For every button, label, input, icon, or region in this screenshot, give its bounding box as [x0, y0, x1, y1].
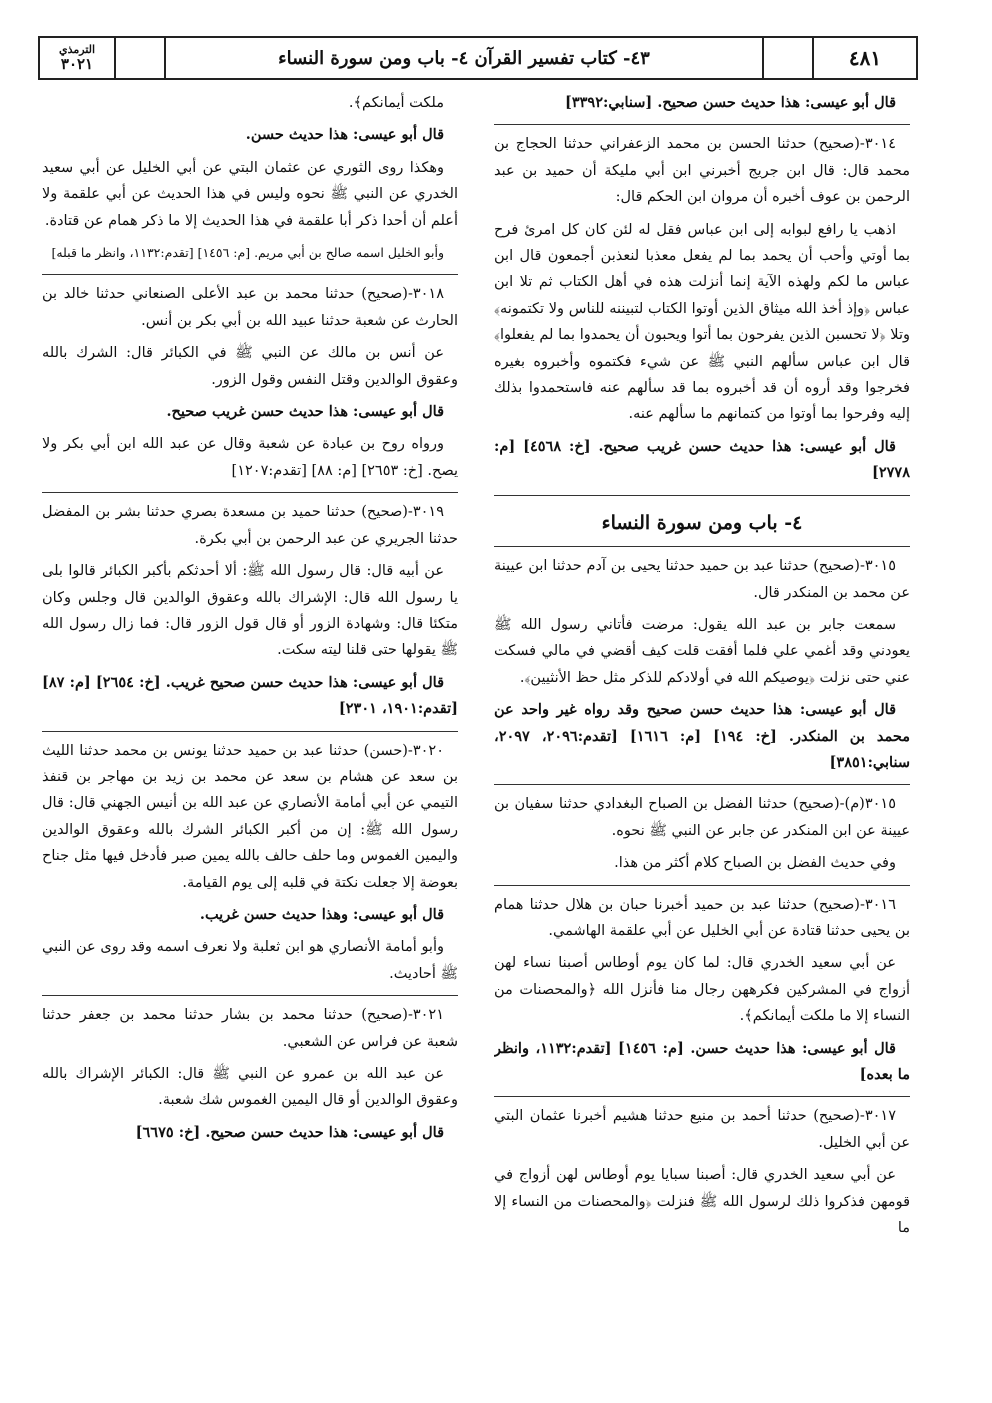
hadith-chain: ٣٠١٦-(صحيح) حدثنا عبد بن حميد أخبرنا حبان بن هلال حدثنا همام بن يحيى حدثنا قتادة عن أبي الخليل عن أبي علقمة الهاشمي.: [494, 896, 910, 939]
grading: قال أبو عيسى: هذا حديث حسن. [م: ١٤٥٦] [تقدم:١١٣٢، وانظر ما بعده]: [494, 1039, 910, 1083]
grading: قال أبو عيسى: هذا حديث حسن صحيح. [خ: ٦٦٧٥]: [135, 1123, 444, 1141]
divider: [494, 495, 910, 496]
left-column: [42, 90, 458, 1260]
right-column: [494, 90, 910, 1392]
grading: قال أبو عيسى: وهذا حديث حسن غريب.: [199, 905, 444, 923]
header-ref-box: [40, 38, 114, 78]
grading: قال أبو عيسى: هذا حديث حسن صحيح غريب. [خ: ٢٦٥٤] [م: ٨٧] [تقدم:١٩٠١، ٢٣٠١]: [42, 673, 458, 718]
paragraph: قال أبو عيسى: هذا حديث حسن صحيح. [سنابي:٣٣٩٢]: [564, 94, 896, 111]
header-blank-cell: [762, 38, 812, 78]
page-number: ٤٨١: [812, 38, 916, 78]
hadith-chain: ٣٠١٨-(صحيح) حدثنا محمد بن عبد الأعلى الصنعاني حدثنا خالد بن الحارث عن شعبة حدثنا عبيد الله بن أبي بكر بن أنس.: [42, 286, 458, 329]
hadith-chain: ٣٠١٥-(صحيح) حدثنا عبد بن حميد حدثنا يحيى بن آدم حدثنا ابن عيينة عن محمد بن المنكدر قال.: [494, 558, 910, 601]
hadith-text: عن عبد الله بن عمرو عن النبي ﷺ قال: الكبائر الإشراك بالله وعقوق الوالدين أو قال اليمين الغموس شك شعبة.: [42, 1066, 458, 1109]
divider: [42, 995, 458, 996]
grading: قال أبو عيسى: هذا حديث حسن صحيح وقد رواه غير واحد عن محمد بن المنكدر. [خ: ١٩٤] [م: ١٦١٦] [تقدم:٢٠٩٦، ٢٠٩٧، سنابي:٣٨٥١]: [494, 701, 910, 771]
paragraph: وأبو الخليل اسمه صالح بن أبي مريم. [م: ١٤٥٦] [تقدم:١١٣٢، وانظر ما قبله]: [51, 245, 444, 261]
header-title: ٤٣- كتاب تفسير القرآن ٤- باب ومن سورة النساء: [164, 38, 762, 78]
hadith-text: عن أبيه قال: قال رسول الله ﷺ: ألا أحدثكم بأكبر الكبائر قالوا بلى يا رسول الله قال: الإشراك بالله وعقوق الوالدين قال وجلس وكان متكئا قال: وشهادة الزور أو قال قول الزور قال: فما زال رسول الله ﷺ يقولها حتى قلنا ليته سكت.: [42, 563, 458, 659]
paragraph: وأبو أمامة الأنصاري هو ابن ثعلبة ولا نعرف اسمه وقد روى عن النبي ﷺ أحاديث.: [42, 939, 458, 982]
divider: [494, 885, 910, 886]
divider: [42, 274, 458, 275]
paragraph: ورواه روح بن عبادة عن شعبة وقال عن عبد الله ابن أبي بكر ولا يصح. [خ: ٢٦٥٣] [م: ٨٨] [تقدم:١٢٠٧]: [42, 436, 458, 479]
paragraph: وهكذا روى الثوري عن عثمان البتي عن أبي الخليل عن أبي سعيد الخدري عن النبي ﷺ نحوه وليس في هذا الحديث عن أبي علقمة ولا أعلم أن أحدا ذكر أبا علقمة في هذا الحديث إلا ما ذكر همام عن قتادة.: [42, 159, 458, 229]
hadith-text: اذهب يا رافع لبوابه إلى ابن عباس فقل له لئن كان كل امرئ فرح بما أوتي وأحب أن يحمد بما لم يفعل معذبا لنعذبن أجمعون قال ابن عباس ما لكم ولهذه الآية إنما أنزلت هذه في أهل الكتاب ثم تلا ابن عباس ﴿وإذ أخذ الله ميثاق الذين أوتوا الكتاب لتبيننه للناس ولا تكتمونه﴾ وتلا ﴿لا تحسبن الذين يفرحون بما أتوا ويحبون أن يحمدوا بما لم يفعلوا﴾ قال ابن عباس سألهم النبي ﷺ عن شيء فكتموه وأخبروه بغيره فخرجوا وقد أروه أن قد أخبروه بما قد سألهم عنه فاستحمدوا بذلك إليه وفرحوا بما أوتوا من كتمانهم ما سألهم عنه.: [494, 221, 910, 423]
divider: [494, 124, 910, 125]
divider: [494, 546, 910, 547]
hadith-chain: ٣٠١٧-(صحيح) حدثنا أحمد بن منيع حدثنا هشيم أخبرنا عثمان البتي عن أبي الخليل.: [494, 1108, 910, 1151]
divider: [42, 492, 458, 493]
hadith-chain: ٣٠١٤-(صحيح) حدثنا الحسن بن محمد الزعفراني حدثنا الحجاج بن محمد قال: قال ابن جريج أخبرني ابن أبي مليكة أن حميد بن عبد الرحمن بن عوف أخبره أن مروان ابن الحكم قال:: [494, 136, 910, 206]
header-ref-label: الترمذي: [58, 42, 96, 56]
hadith-text: عن أبي سعيد الخدري قال: لما كان يوم أوطاس أصبنا نساء لهن أزواج في المشركين فكرههن رجال منا فأنزل الله ﴿والمحصنات من النساء إلا ما ملكت أيمانكم﴾.: [494, 955, 910, 1025]
paragraph: وفي حديث الفضل بن الصباح كلام أكثر من هذا.: [614, 855, 896, 872]
grading: قال أبو عيسى: هذا حديث حسن.: [245, 126, 444, 144]
divider: [494, 1096, 910, 1097]
hadith-text: ٣٠٢٠-(حسن) حدثنا عبد بن حميد حدثنا يونس بن محمد حدثنا الليث بن سعد عن هشام بن سعد عن محمد بن زيد بن مهاجر بن قنفذ التيمي عن أبي أمامة الأنصاري عن عبد الله بن أنيس الجهني قال: قال رسول الله ﷺ: إن من أكبر الكبائر الشرك بالله وعقوق الوالدين واليمين الغموس وما حلف حالف بالله يمين صبر فأدخل فيها مثل جناح بعوضة إلا جعلت نكتة في قلبه إلى يوم القيامة.: [42, 742, 458, 891]
section-title: ٤- باب ومن سورة النساء: [601, 511, 803, 534]
hadith-chain: ٣٠٢١-(صحيح) حدثنا محمد بن بشار حدثنا محمد بن جعفر حدثنا شعبة عن فراس عن الشعبي.: [42, 1007, 458, 1050]
hadith-text: عن أنس بن مالك عن النبي ﷺ في الكبائر قال: الشرك بالله وعقوق الوالدين وقتل النفس وقول الزور.: [42, 345, 458, 388]
grading: قال أبو عيسى: هذا حديث حسن غريب صحيح. [خ: ٤٥٦٨] [م: ٢٧٧٨]: [494, 437, 910, 482]
hadith-chain: ٣٠١٩-(صحيح) حدثنا حميد بن مسعدة بصري حدثنا بشر بن المفضل حدثنا الجريري عن عبد الرحمن بن أبي بكرة.: [42, 504, 458, 547]
header-blank-cell: [114, 38, 164, 78]
divider: [494, 784, 910, 785]
hadith-text: سمعت جابر بن عبد الله يقول: مرضت فأتاني رسول الله ﷺ يعودني وقد أغمي علي فلما أفقت قلت كيف أقضي في مالي فسكت عني حتى نزلت ﴿يوصيكم الله في أولادكم للذكر مثل حظ الأنثيين﴾.: [494, 616, 910, 686]
page-header: [38, 36, 918, 80]
hadith-chain: ٣٠١٥(م)-(صحيح) حدثنا الفضل بن الصباح البغدادي حدثنا سفيان بن عيينة عن ابن المنكدر عن جابر عن النبي ﷺ نحوه.: [494, 796, 910, 839]
grading: قال أبو عيسى: هذا حديث حسن غريب صحيح.: [166, 403, 444, 421]
paragraph: ملكت أيمانكم﴾.: [348, 95, 444, 111]
divider: [42, 731, 458, 732]
header-ref-number: ٣٠٢١: [60, 54, 94, 73]
hadith-text: عن أبي سعيد الخدري قال: أصبنا سبايا يوم أوطاس لهن أزواج في قومهن فذكروا ذلك لرسول الله ﷺ فنزلت ﴿والمحصنات من النساء إلا ما: [494, 1167, 910, 1237]
